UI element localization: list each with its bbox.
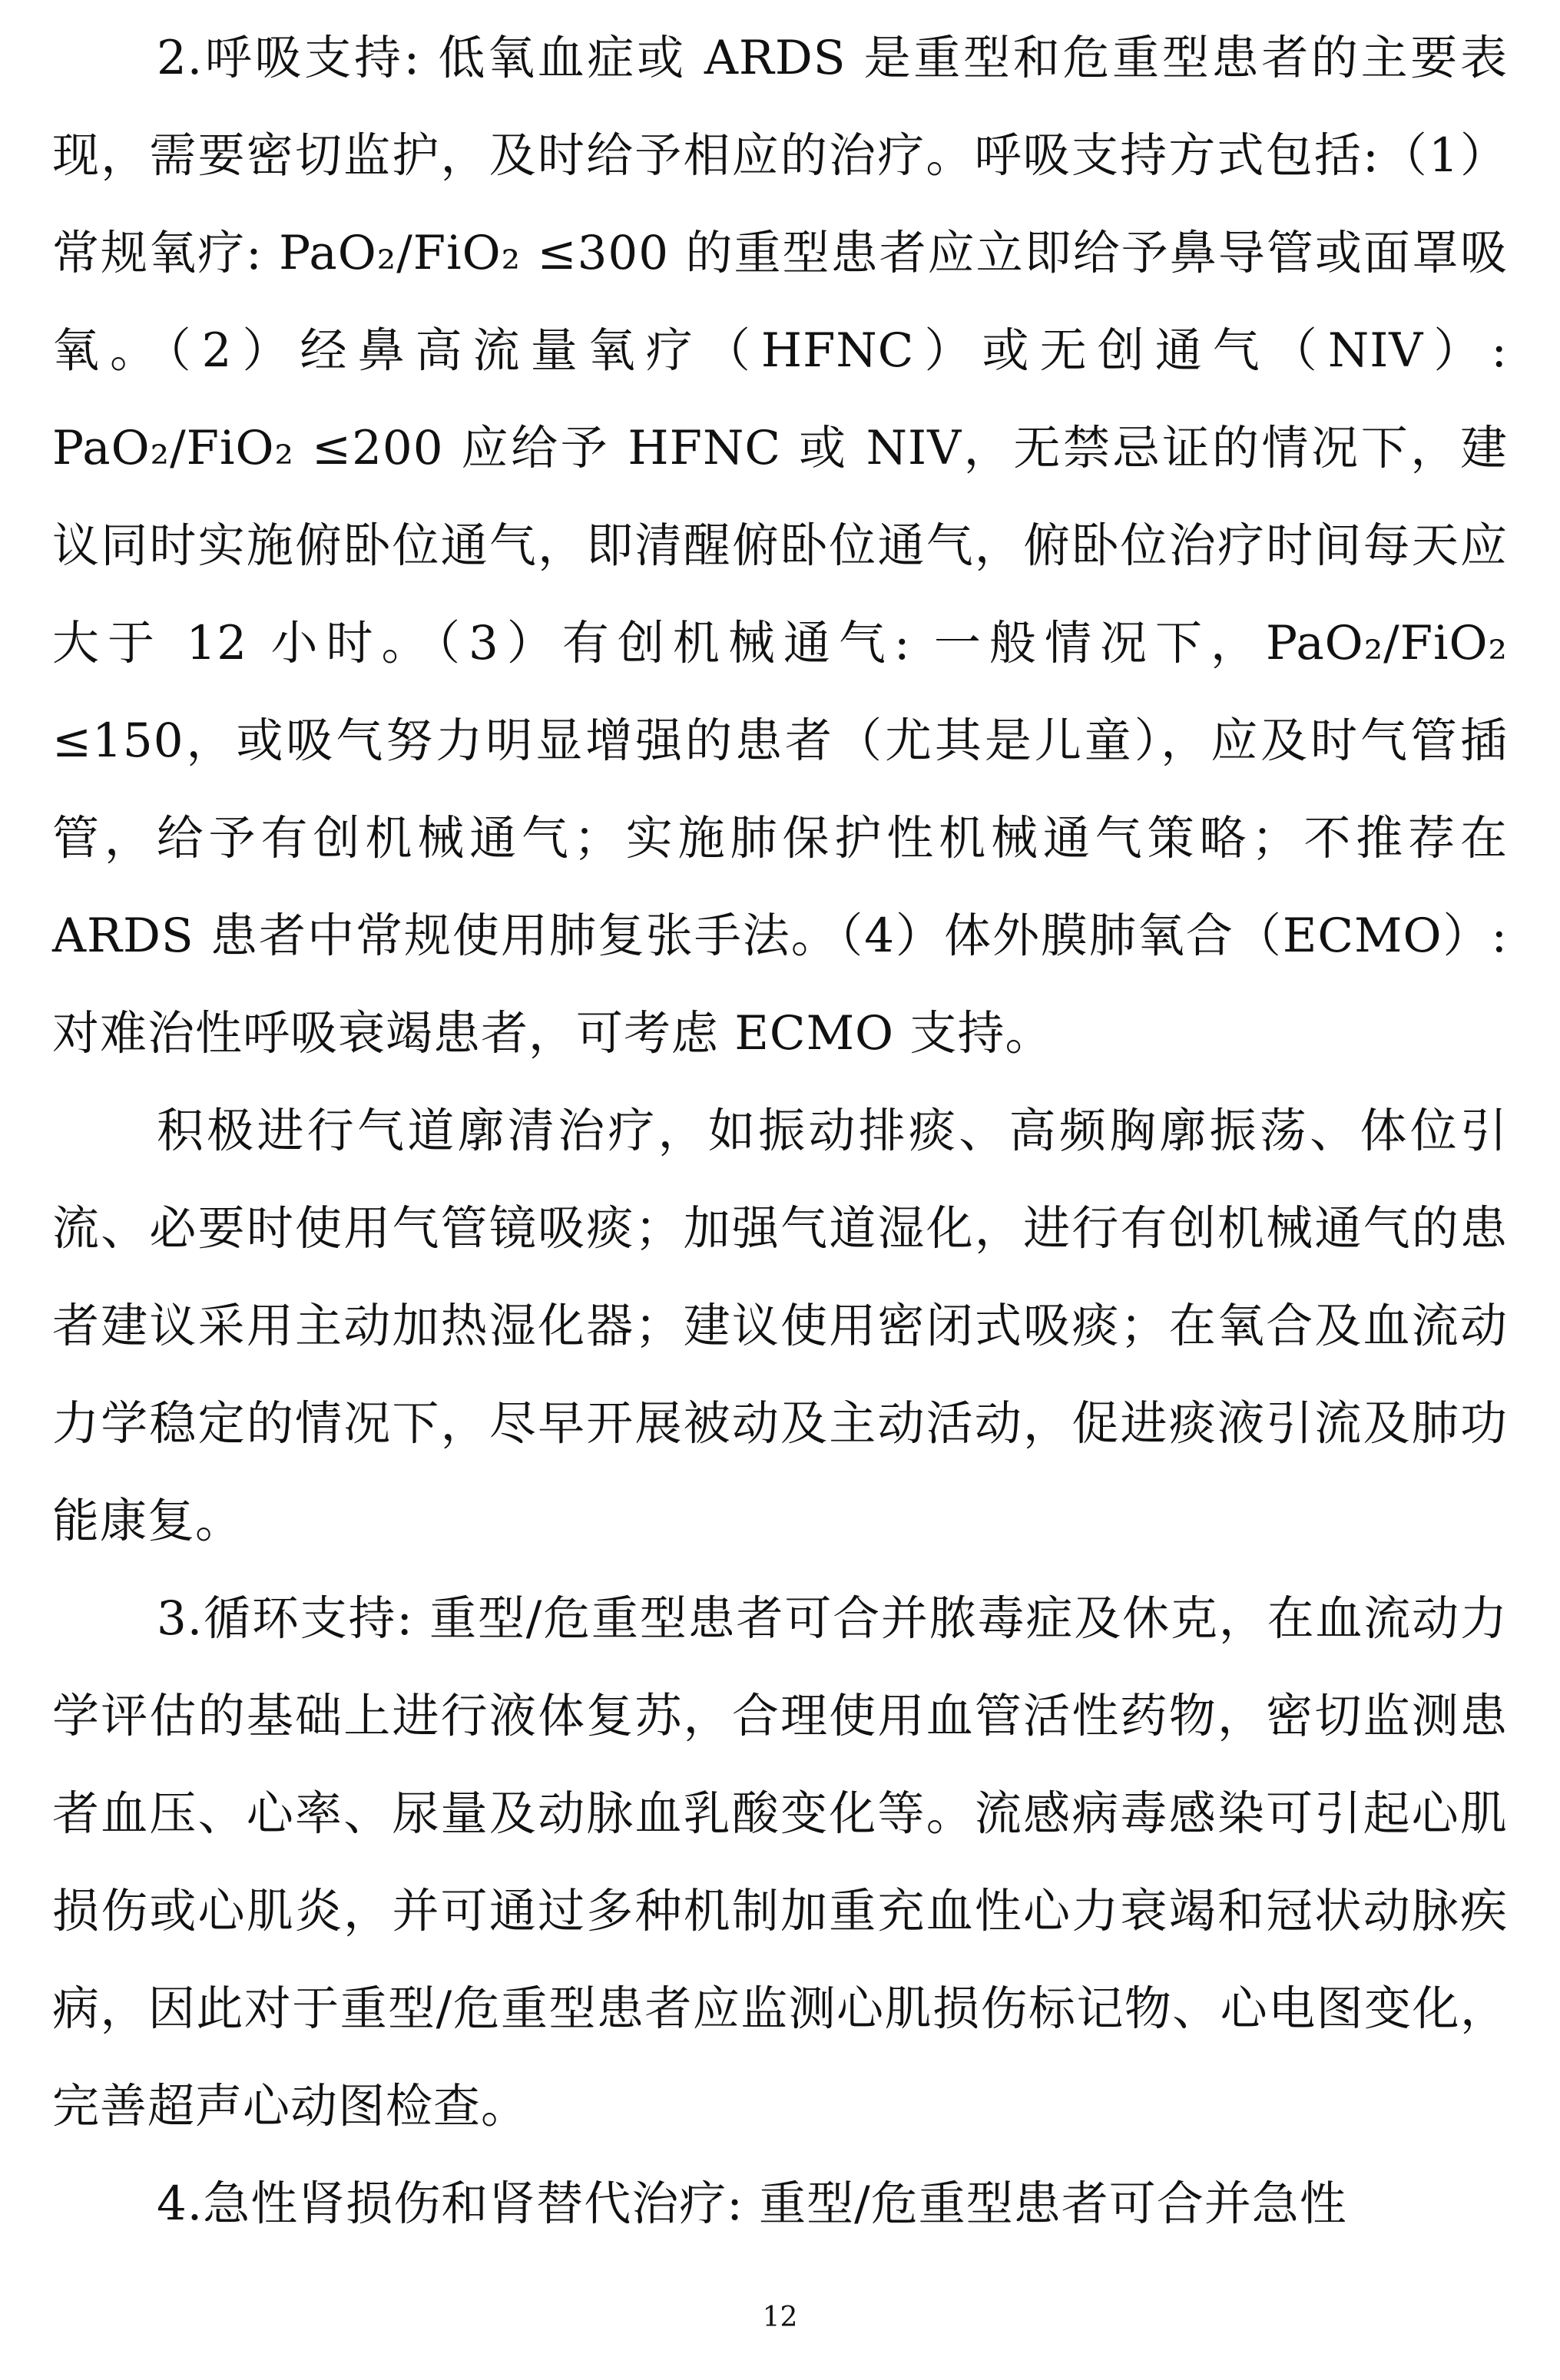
page-number: 12 [762, 2302, 798, 2333]
paragraph-airway-clearance: 积极进行气道廓清治疗，如振动排痰、高频胸廓振荡、体位引流、必要时使用气管镜吸痰；加强气道湿化，进行有创机械通气的患者建议采用主动加热湿化器；建议使用密闭式吸痰；在氧合及血流动力学稳定的情况下，尽早开展被动及主动活动，促进痰液引流及肺功能康复。 [52, 1104, 1508, 1548]
paragraph-respiratory-support: 2.呼吸支持: 低氧血症或 ARDS 是重型和危重型患者的主要表现，需要密切监护，及时给予相应的治疗。呼吸支持方式包括:（1）常规氧疗: PaO₂/FiO₂ ≤300 的重型患者应立即给予鼻导管或面罩吸氧。（2）经鼻高流量氧疗（HFNC）或无创通气（NIV）: PaO₂/FiO₂ ≤200 应给予 HFNC 或 NIV，无禁忌证的情况下，建议同时实施俯卧位通气，即清醒俯卧位通气，俯卧位治疗时间每天应大于 12 小时。（3）有创机械通气: 一般情况下，PaO₂/FiO₂ ≤150，或吸气努力明显增强的患者（尤其是儿童），应及时气管插管，给予有创机械通气；实施肺保护性机械通气策略；不推荐在 ARDS 患者中常规使用肺复张手法。（4）体外膜肺氧合（ECMO）: 对难治性呼吸衰竭患者，可考虑 ECMO 支持。 [52, 31, 1508, 1061]
paragraph-circulatory-support: 3.循环支持: 重型/危重型患者可合并脓毒症及休克，在血流动力学评估的基础上进行液体复苏，合理使用血管活性药物，密切监测患者血压、心率、尿量及动脉血乳酸变化等。流感病毒感染可引起心肌损伤或心肌炎，并可通过多种机制加重充血性心力衰竭和冠状动脉疾病，因此对于重型/危重型患者应监测心肌损伤标记物、心电图变化，完善超声心动图检查。 [52, 1591, 1508, 2133]
paragraph-renal-support: 4.急性肾损伤和肾替代治疗: 重型/危重型患者可合并急性 [157, 2176, 1347, 2231]
document-body [52, 9, 1508, 2253]
